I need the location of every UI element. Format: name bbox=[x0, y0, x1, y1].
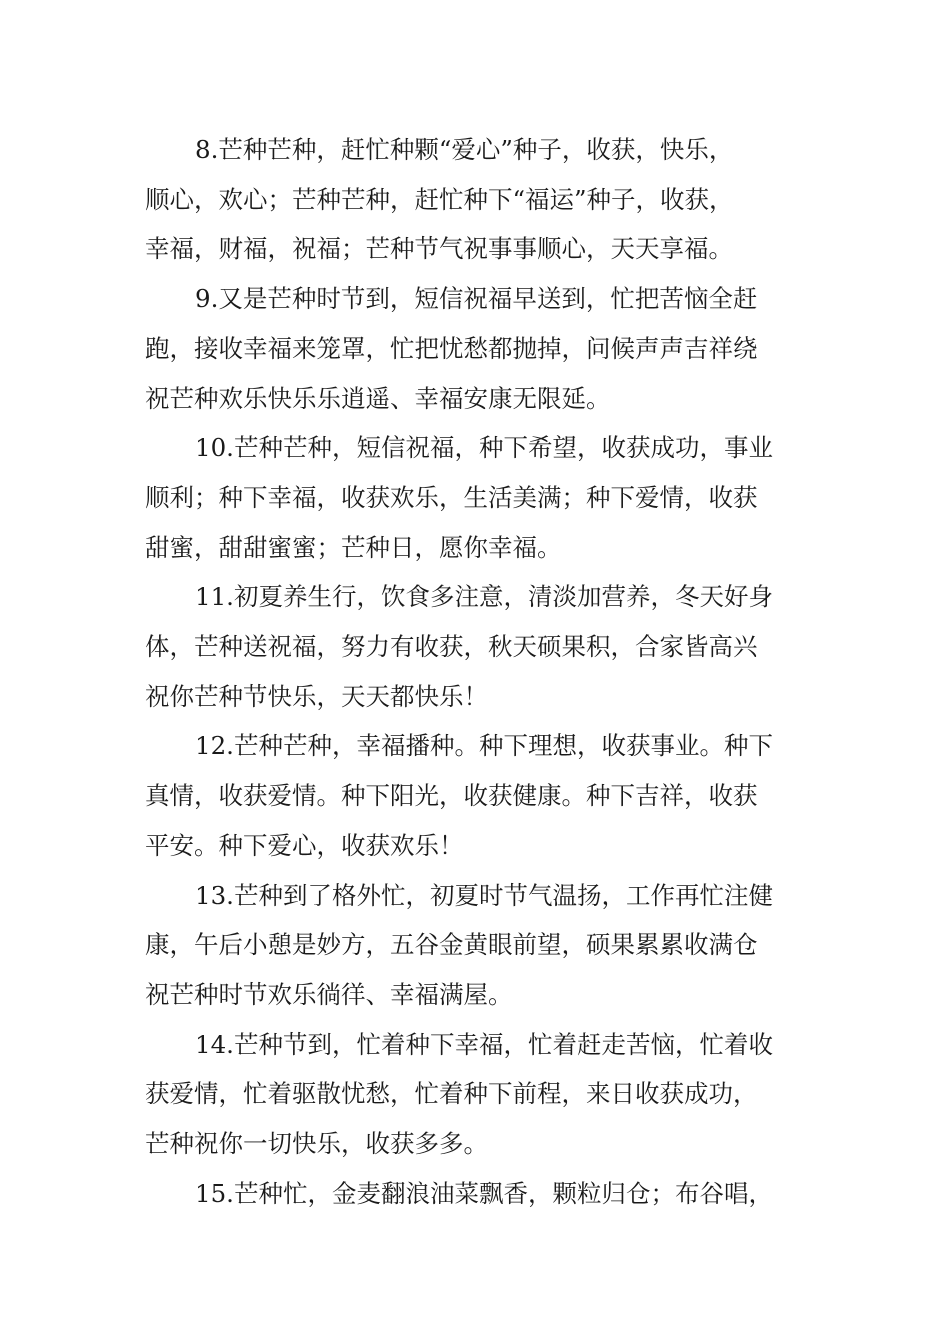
text-line: 15.芒种忙，金麦翻浪油菜飘香，颗粒归仓；布谷唱， bbox=[195, 1178, 773, 1208]
text-line: 祝你芒种节快乐，天天都快乐！ bbox=[145, 681, 488, 711]
paragraph-15 bbox=[145, 1169, 810, 1219]
text-line: 体，芒种送祝福，努力有收获，秋天硕果积，合家皆高兴 bbox=[145, 632, 758, 662]
text-line: 跑，接收幸福来笼罩，忙把忧愁都抛掉，问候声声吉祥绕 bbox=[145, 333, 758, 363]
text-line: 8.芒种芒种，赶忙种颗“爱心”种子，收获，快乐， bbox=[195, 135, 734, 164]
text-line: 获爱情，忙着驱散忧愁，忙着种下前程，来日收获成功， bbox=[145, 1079, 758, 1109]
text-line: 顺利；种下幸福，收获欢乐，生活美满；种下爱情，收获 bbox=[145, 482, 758, 512]
text-line: 芒种祝你一切快乐，收获多多。 bbox=[145, 1129, 488, 1159]
paragraph-14 bbox=[145, 1020, 810, 1169]
text-line: 康，午后小憩是妙方，五谷金黄眼前望，硕果累累收满仓 bbox=[145, 930, 758, 960]
document-body bbox=[145, 125, 810, 1218]
text-line: 11.初夏养生行，饮食多注意，清淡加营养，冬天好身 bbox=[195, 582, 773, 612]
text-line: 顺心，欢心；芒种芒种，赶忙种下“福运”种子，收获， bbox=[145, 184, 734, 214]
text-line: 10.芒种芒种，短信祝福，种下希望，收获成功，事业 bbox=[195, 433, 773, 463]
text-line: 祝芒种欢乐快乐乐逍遥、幸福安康无限延。 bbox=[145, 383, 611, 413]
paragraph-11 bbox=[145, 572, 810, 721]
paragraph-9 bbox=[145, 274, 810, 423]
text-line: 甜蜜，甜甜蜜蜜；芒种日，愿你幸福。 bbox=[145, 532, 562, 562]
text-line: 幸福，财福，祝福；芒种节气祝事事顺心，天天享福。 bbox=[145, 234, 733, 264]
paragraph-13 bbox=[145, 871, 810, 1020]
text-line: 14.芒种节到，忙着种下幸福，忙着赶走苦恼，忙着收 bbox=[195, 1029, 773, 1059]
text-line: 12.芒种芒种，幸福播种。种下理想，收获事业。种下 bbox=[195, 731, 773, 761]
paragraph-12 bbox=[145, 721, 810, 870]
text-line: 平安。种下爱心，收获欢乐！ bbox=[145, 830, 464, 860]
text-line: 真情，收获爱情。种下阳光，收获健康。种下吉祥，收获 bbox=[145, 781, 758, 811]
paragraph-8 bbox=[145, 125, 810, 274]
text-line: 9.又是芒种时节到，短信祝福早送到，忙把苦恼全赶 bbox=[195, 284, 758, 314]
text-line: 13.芒种到了格外忙，初夏时节气温扬，工作再忙注健 bbox=[195, 880, 773, 910]
paragraph-10 bbox=[145, 423, 810, 572]
text-line: 祝芒种时节欢乐徜徉、幸福满屋。 bbox=[145, 979, 513, 1009]
